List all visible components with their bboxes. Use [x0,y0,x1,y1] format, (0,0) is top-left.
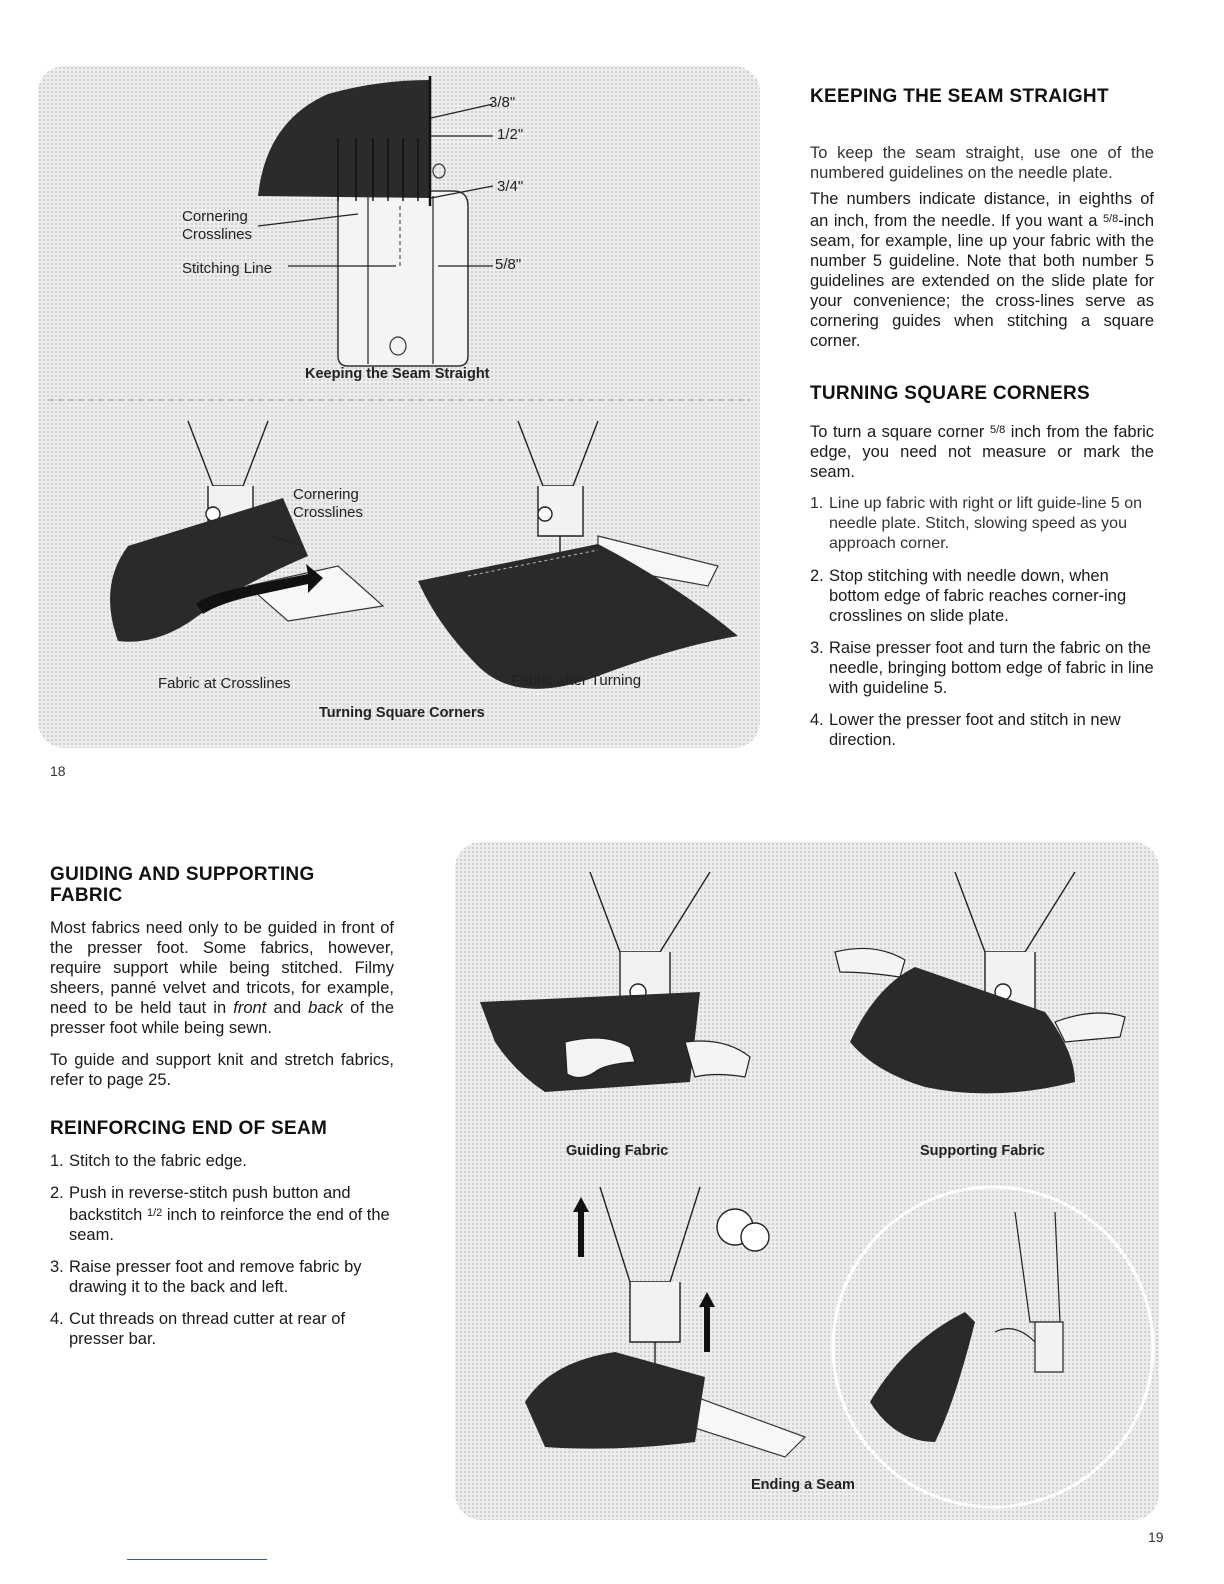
mark-five-eighths: 5/8" [495,256,522,273]
mark-one-half: 1/2" [497,126,524,143]
fraction-one-half: 1/2 [146,1207,163,1219]
dark-fabric-ending [525,1352,705,1449]
machine-right-illustration [518,421,598,566]
list-item [50,1151,394,1171]
sewing-illustrations-top [38,66,760,748]
para-guide-em-front: front [233,999,267,1017]
para-keep-numbers [810,189,1154,351]
label-stitching-line: Stitching Line [182,260,273,277]
caption-supporting-fabric: Supporting Fabric [920,1143,1045,1159]
up-arrow-icon-right [699,1292,715,1352]
list-item [50,1309,394,1349]
section-guiding-supporting [50,864,394,1349]
para-guide-a: Most fabrics need only to be guided in front of the presser foot. Some fabrics, however, require support while being stitched. Filmy sheers, panné velvet and tricots, for example, need to be held taut in [50,919,394,1017]
step-number: 4. [810,711,824,729]
dark-fabric-inset [870,1312,975,1442]
up-arrow-icon-left [573,1197,589,1257]
heading-guiding-supporting-fabric [50,864,394,906]
heading-guiding-line2: FABRIC [50,885,123,906]
para-guide-refer: To guide and support knit and stretch fabrics, refer to page 25. [50,1051,394,1089]
para-guide-em-back: back [308,999,343,1017]
dark-fabric-supporting [850,967,1075,1093]
section-keeping-seam-straight [810,86,1154,750]
list-item [50,1183,394,1245]
caption-keeping-seam-straight: Keeping the Seam Straight [305,366,490,382]
fraction-five-eighths: 5/8 [1102,213,1119,225]
step-text: Stop stitching with needle down, when bottom edge of fabric reaches corner-ing crosslines on slide plate. [829,567,1127,625]
label-crosslines-word: Crosslines [182,226,253,243]
label-crosslines-word-2: Crosslines [293,504,364,521]
list-item [810,566,1154,626]
step-number: 4. [50,1310,64,1328]
step-number: 2. [810,567,824,585]
heading-keeping-seam-straight: KEEPING THE SEAM STRAIGHT [810,86,1109,107]
label-fabric-at-crosslines: Fabric at Crosslines [158,675,291,692]
para-turn-intro [810,420,1154,482]
para-guide-b: of the presser foot while being sewn. [50,999,394,1037]
list-reinforcing-steps [50,1151,394,1349]
label-cornering-word-2: Cornering [293,486,359,503]
step-number: 1. [50,1152,64,1170]
step-text: Stitch to the fabric edge. [69,1152,247,1170]
para-turn-intro-a: To turn a square corner [810,423,990,441]
list-item [810,710,1154,750]
step-number: 3. [50,1258,64,1276]
para-keep-numbers-b: -inch seam, for example, line up your fabric with the number 5 guideline. Note that both number 5 guidelines are extended on the slide plate for your convenience; the cross-lines serve as cornering guides when stitching a square corner. [810,212,1154,350]
step-text: Raise presser foot and turn the fabric on the needle, bringing bottom edge of fabric in line with guideline 5. [829,639,1154,697]
label-cornering-crosslines-bottom [293,486,363,522]
label-fabric-after-turning: Fabric after Turning [511,672,642,689]
step-text-a: Push in reverse-stitch push button and backstitch [69,1184,351,1224]
dark-fabric-top [258,80,430,198]
figure-panel-guiding-ending [455,842,1159,1520]
para-keep-numbers-a: The numbers indicate distance, in eighths of an inch, from the needle. If you want a [810,190,1154,230]
mark-three-eighths: 3/8" [489,94,516,111]
machine-ending-illustration [600,1187,769,1372]
step-text: Raise presser foot and remove fabric by drawing it to the back and left. [69,1258,362,1296]
heading-guiding-line1: GUIDING AND SUPPORTING [50,864,315,885]
step-text: Lower the presser foot and stitch in new direction. [829,711,1121,749]
caption-turning-square-corners: Turning Square Corners [319,705,485,721]
list-item [810,638,1154,698]
label-cornering-crosslines-top [182,208,252,244]
step-number: 2. [50,1184,64,1202]
figure-panel-seam-guides [38,66,760,748]
list-turning-steps [810,494,1154,750]
para-turn-intro-b: inch from the fabric edge, you need not measure or mark the seam. [810,423,1154,481]
step-number: 3. [810,639,824,657]
sewing-illustrations-bottom [455,842,1159,1520]
para-keep-intro: To keep the seam straight, use one of the numbered guidelines on the needle plate. [810,144,1154,182]
step-text: Cut threads on thread cutter at rear of presser bar. [69,1310,346,1348]
para-guide-mid: and [266,999,309,1017]
label-cornering-word: Cornering [182,208,248,225]
page-number-left: 18 [50,763,66,779]
heading-turning-square-corners: TURNING SQUARE CORNERS [810,383,1091,404]
step-text: Line up fabric with right or lift guide-line 5 on needle plate. Stitch, slowing speed as you approach corner. [829,495,1143,552]
caption-ending-a-seam: Ending a Seam [751,1477,855,1493]
list-item [50,1257,394,1297]
page-number-right: 19 [1148,1529,1164,1545]
step-text-b: inch to reinforce the end of the seam. [69,1206,390,1244]
heading-reinforcing-end-of-seam: REINFORCING END OF SEAM [50,1118,328,1139]
step-number: 1. [810,495,824,512]
divider-line [127,1559,267,1560]
list-item [810,494,1154,554]
caption-guiding-fabric: Guiding Fabric [566,1143,669,1159]
fraction-five-eighths-2: 5/8 [989,424,1006,436]
machine-inset-illustration [995,1212,1063,1372]
para-guide-main [50,918,394,1038]
mark-three-quarters: 3/4" [497,178,524,195]
